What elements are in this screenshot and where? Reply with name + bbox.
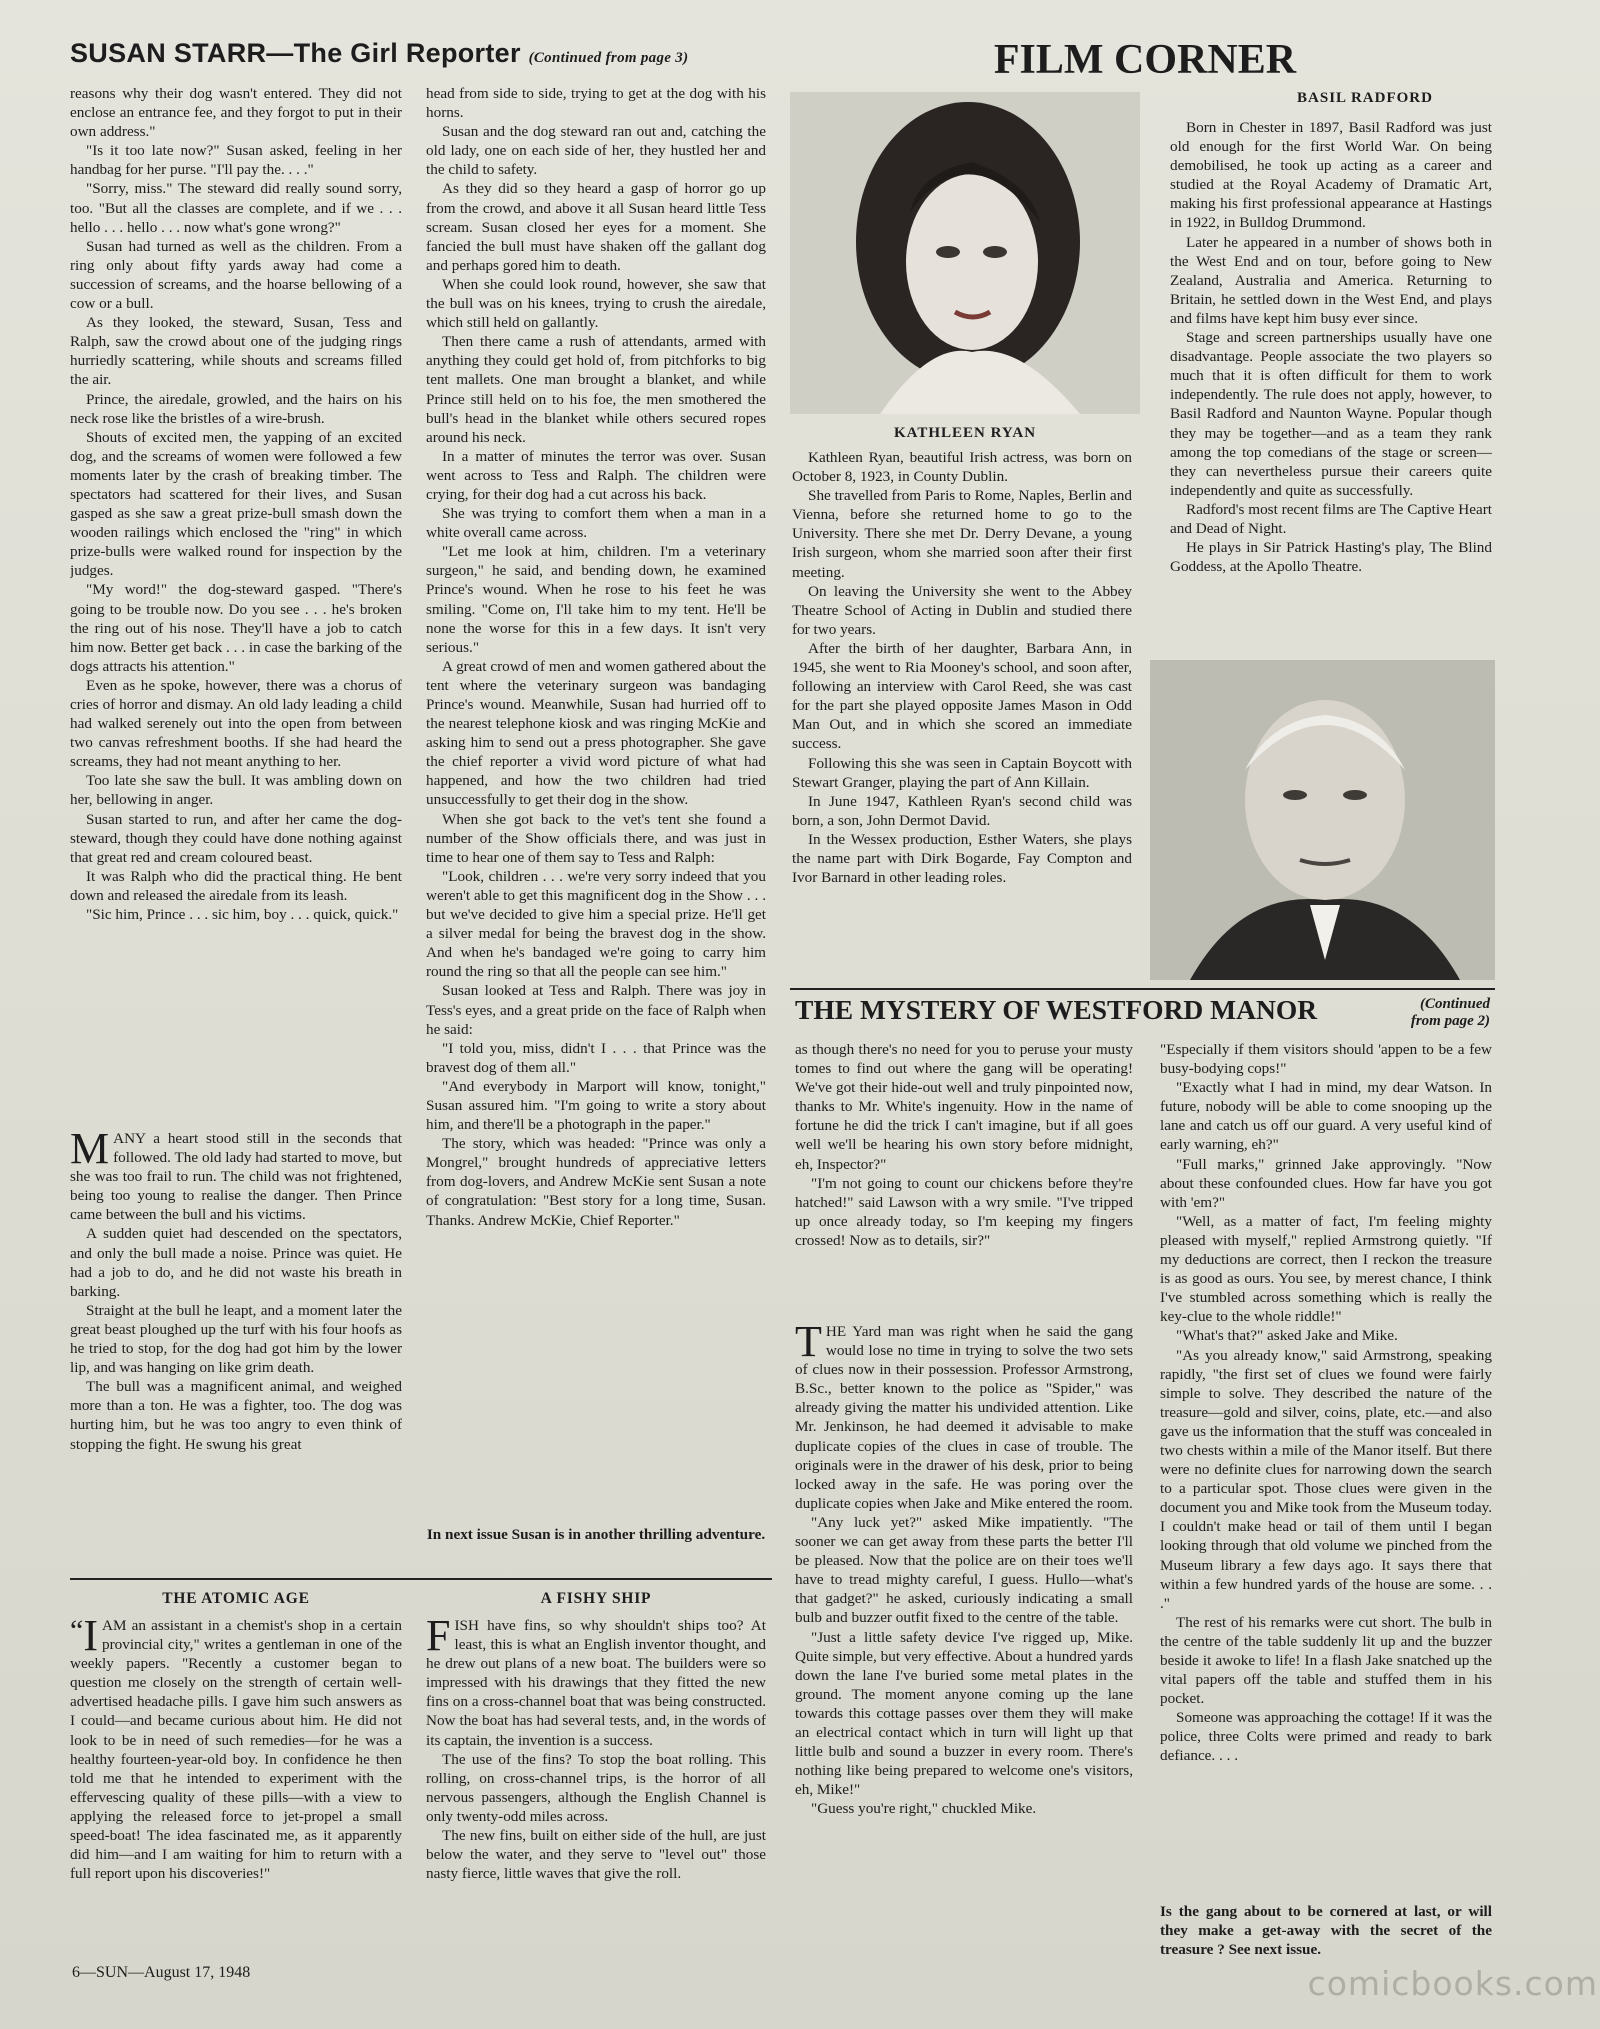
kathleen-ryan-photo (790, 92, 1140, 414)
mystery-column-1 (795, 1040, 1133, 1318)
paragraph: Stage and screen partnerships usually have one disadvantage. People associate the two players so much that it is often difficult for them to work independently. The rule does not apply, however, to Basil Radford and Naunton Wayne. Popular though they may be together—and as a team they rank among the top comedians of the stage or screen—they can nevertheless pursue their careers quite independently and quite as successfully. (1170, 329, 1492, 499)
paragraph: reasons why their dog wasn't entered. They did not enclose an entrance fee, and they forgot to put in their own address." (70, 85, 402, 141)
paragraph: It was Ralph who did the practical thing. He bent down and released the airedale from its leash. (70, 867, 402, 904)
susan-starr-headline (70, 38, 830, 78)
paragraph: "And everybody in Marport will know, tonight," Susan assured him. "I'm going to write a story about him, and there'll be a photograph in the paper." (426, 1077, 766, 1134)
paragraph: The bull was a magnificent animal, and weighed more than a ton. He was a fighter, too. The dog was hurting him, but he was too angry to even think of stopping the fight. He swung his great (70, 1378, 402, 1453)
paragraph: After the birth of her daughter, Barbara Ann, in 1945, she went to Ria Mooney's school, and soon after, following an interview with Carol Reed, she was cast for the part she played opposite James Mason in Odd Man Out, and in which she scored an immediate success. (792, 639, 1132, 753)
susan-story-column-1b (70, 1129, 402, 1555)
paragraph (426, 1616, 766, 1750)
paragraph: "Well, as a matter of fact, I'm feeling mighty pleased with myself," replied Armstrong quietly. "If my deductions are correct, then I reckon the treasure is as good as ours. You see, by merest chance, I think I've stumbled across something which is really the key-clue to the whole riddle!" (1160, 1212, 1492, 1326)
paragraph: Susan and the dog steward ran out and, catching the old lady, one on each side of her, they hustled her and the child to safety. (426, 123, 766, 179)
drop-cap: I (83, 1616, 98, 1660)
paragraph: Straight at the bull he leapt, and a moment later the great beast ploughed up the turf with his four hoofs as he tried to stop, for the dog had got him by the lower lip, and was hanging on like grim death. (70, 1301, 402, 1377)
paragraph: On leaving the University she went to the Abbey Theatre School of Acting in Dublin and studied there for two years. (792, 582, 1132, 638)
paragraph: "I'm not going to count our chickens before they're hatched!" said Lawson with a wry smile. "I've tripped up once already today, so I'm keeping my fingers crossed! Now as to details, sir?" (795, 1174, 1133, 1249)
paragraph: Susan looked at Tess and Ralph. There was joy in Tess's eyes, and a great pride on the face of Ralph when he said: (426, 982, 766, 1038)
paragraph: Kathleen Ryan, beautiful Irish actress, was born on October 8, 1923, in County Dublin. (792, 449, 1132, 486)
paragraph: "Exactly what I had in mind, my dear Watson. In future, nobody will be able to come snooping up the lane and catch us off our guard. A very useful kind of early warning, eh?" (1160, 1079, 1492, 1154)
paragraph: head from side to side, trying to get at the dog with his horns. (426, 85, 766, 122)
paragraph: When she could look round, however, she saw that the bull was on his knees, trying to crush the airedale, which still held on gallantly. (426, 275, 766, 332)
paragraph: "Sic him, Prince . . . sic him, boy . . . quick, quick." (86, 906, 399, 924)
paragraph: In a matter of minutes the terror was over. Susan went across to Tess and Ralph. The children were crying, for their dog had a cut across his back. (426, 447, 766, 503)
paragraph: Following this she was seen in Captain Boycott with Stewart Granger, playing the part of Ann Killain. (792, 754, 1132, 791)
paragraph (795, 1322, 1133, 1513)
paragraph-text: ANY a heart stood still in the seconds that followed. The old lady had started to move, but she was too frail to run. The child was not frightened, being too young to realise the danger. Then Prince came between the bull and his victims. (70, 1130, 402, 1224)
paragraph-text: HE Yard man was right when he said the gang would lose no time in trying to solve the two sets of clues now in their possession. Professor Armstrong, B.Sc., better known to the police as "Spider," was already giving the matter his undivided attention. Like Mr. Jenkinson, he had deemed it advisable to make duplicate copies of the clues in case of trouble. The originals were in the drawer of his desk, prior to being locked away in the safe. He was poring over the duplicate copies when Jake and Mike entered the room. (795, 1323, 1133, 1512)
mystery-ending: Is the gang about to be cornered at last, or will they make a get-away with the secret of the treasure ? See next issue. (1160, 1903, 1492, 1959)
mystery-column-1b (795, 1322, 1133, 1950)
kathleen-ryan-article (792, 448, 1132, 948)
paragraph: Susan had turned as well as the children. From a ring only about fifty yards away had come a succession of screams, and the hoarse bellowing of a cow or a bull. (70, 237, 402, 313)
susan-story-column-2 (426, 84, 766, 1544)
paragraph: As they looked, the steward, Susan, Tess and Ralph, saw the crowd about one of the judging rings hurriedly scattering, while shouts and screams filled the air. (70, 314, 402, 389)
paragraph: Even as he spoke, however, there was a chorus of cries of horror and dismay. An old lady leading a child had walked serenely out into the open from between two canvas refreshment booths. If she had heard the screams, they had not meant anything to her. (70, 676, 402, 771)
paragraph: The story, which was headed: "Prince was only a Mongrel," brought hundreds of appreciative letters from dog-lovers, and Andrew McKie sent Susan a note of congratulation: "Best story for a long time, Susan. Thanks. Andrew McKie, Chief Reporter." (426, 1135, 766, 1229)
paragraph: "Look, children . . . we're very sorry indeed that you weren't able to get this magnificent dog in the Show . . . but we've decided to give him a special prize. He'll get a silver medal for being the bravest dog in the show. And when he's bandaged we're going to carry him round the ring so that all the people can see him." (426, 867, 766, 981)
paragraph: "Especially if them visitors should 'appen to be a few busy-bodying cops!" (1160, 1041, 1492, 1078)
paragraph: A sudden quiet had descended on the spectators, and only the bull made a noise. Prince was quiet. He had a job to do, and he did not waste his breath in barking. (70, 1225, 402, 1300)
basil-radford-heading: BASIL RADFORD (1297, 90, 1433, 106)
paragraph: Then there came a rush of attendants, armed with anything they could get hold of, from pitchforks to big tent mallets. One man brought a blanket, and while Prince still held on to his foe, the men smothered the bull's head in the blanket while others secured ropes around his neck. (426, 333, 766, 446)
paragraph: Shouts of excited men, the yapping of an excited dog, and the screams of women were followed a few moments later by the crash of breaking timber. The spectators had scattered for their lives, and Susan gasped as she saw a great prize-bull smash down the wooden railings which enclosed the "ring" in which prize-bulls were walked round for inspection by the judges. (70, 428, 402, 580)
paragraph: "Full marks," grinned Jake approvingly. "Now about these confounded clues. How far have you got with 'em?" (1160, 1155, 1492, 1211)
paragraph: "Guess you're right," chuckled Mike. (811, 1800, 1037, 1818)
paragraph: Born in Chester in 1897, Basil Radford was just old enough for the first World War. On being demobilised, he took up acting as a career and studied at the Royal Academy of Dramatic Art, making his first professional appearance at Hastings in 1922, in Bulldog Drummond. (1170, 119, 1492, 232)
paragraph: When she got back to the vet's tent she found a number of the Show officials there, and was just in time to hear one of them say to Tess and Ralph: (426, 810, 766, 866)
watermark: comicbooks.com (1307, 1964, 1598, 2003)
paragraph: "I told you, miss, didn't I . . . that Prince was the bravest dog of them all." (426, 1039, 766, 1076)
paragraph: He plays in Sir Patrick Hasting's play, The Blind Goddess, at the Apollo Theatre. (1170, 539, 1492, 576)
atomic-age-article (70, 1616, 402, 1956)
paragraph (70, 1616, 402, 1883)
paragraph: Prince, the airedale, growled, and the hairs on his neck rose like the bristles of a wire-brush. (70, 390, 402, 427)
paragraph (70, 1129, 402, 1224)
film-corner-title: FILM CORNER (993, 37, 1297, 83)
basil-radford-article (1170, 118, 1492, 646)
paragraph: "What's that?" asked Jake and Mike. (1176, 1327, 1398, 1345)
paragraph: "Any luck yet?" asked Mike impatiently. "The sooner we can get away from these parts the better I'll be pleased. Now that the police are on their toes we'll have to tread mighty careful, I guess. Hullo—what's that gadget?" he asked, curiously indicating a small bulb and buzzer outfit fixed to the centre of the table. (795, 1513, 1133, 1627)
paragraph: A great crowd of men and women gathered about the tent where the veterinary surgeon was bandaging Prince's wound. Meanwhile, Susan had hurried off to the nearest telephone kiosk and was ringing McKie and asking him to send out a press photographer. She gave the chief reporter a vivid word picture of what had happened, and how the two children had tried unsuccessfully to get their dog in the show. (426, 657, 766, 809)
susan-continued-note: (Continued from page 3) (528, 50, 689, 66)
paragraph: The rest of his remarks were cut short. The bulb in the centre of the table suddenly lit up and the buzzer beside it awoke to life! In a flash Jake snatched up the vital papers off the table and stuffed them in his pocket. (1160, 1613, 1492, 1708)
drop-cap: T (795, 1322, 822, 1366)
paragraph: In the Wessex production, Esther Waters, she plays the name part with Dirk Bogarde, Fay Compton and Ivor Barnard in other leading roles. (792, 830, 1132, 887)
paragraph: "Is it too late now?" Susan asked, feeling in her handbag for her purse. "I'll pay the. . . ." (70, 142, 402, 179)
kathleen-ryan-caption: KATHLEEN RYAN (893, 425, 1037, 441)
atomic-age-title: THE ATOMIC AGE (162, 1590, 310, 1607)
fishy-ship-title: A FISHY SHIP (540, 1590, 652, 1607)
paragraph: In June 1947, Kathleen Ryan's second child was born, a son, John Dermot David. (792, 792, 1132, 829)
mystery-top-rule (790, 988, 1495, 990)
paragraph: Susan started to run, and after her came the dog-steward, though they could have done nothing against that great red and cream coloured beast. (70, 810, 402, 866)
paragraph: She travelled from Paris to Rome, Naples, Berlin and Vienna, before she returned home to go to the University. There she met Dr. Derry Devane, a young Irish surgeon, whom she married soon after their first meeting. (792, 487, 1132, 581)
paragraph: "Sorry, miss." The steward did really sound sorry, too. "But all the classes are complete, and if we . . . hello . . . hello . . . now what's gone wrong?" (70, 180, 402, 236)
mystery-continued-note: (Continued from page 2) (1410, 996, 1490, 1029)
page-footer: 6—SUN—August 17, 1948 (72, 1964, 251, 1981)
fishy-ship-article (426, 1616, 766, 1956)
paragraph: "Just a little safety device I've rigged up, Mike. Quite simple, but very effective. About a hundred yards down the lane I've buried some metal plates in the ground. The moment anyone coming up the lane towards this cottage passes over them they will make an electrical contact which in turn will light up that little bulb and sound a buzzer in every room. There's nothing like being prepared to welcome one's visitors, eh, Mike!" (795, 1628, 1133, 1799)
paragraph-text: AM an assistant in a chemist's shop in a certain provincial city," writes a gentleman in one of the weekly papers. "Recently a customer began to question me closely on the strength of certain well-advertised headache pills. I gave him such answers as I could—and became curious about him. He did not look to be in need of such remedies—for he was a healthy fourteen-year-old boy. In confidence he then told me that he intended to experiment with the effervescing quality of these pills—with a view to applying the released force to jet-propel a small speed-boat! The idea fascinated me, as it apparently did him—and I am waiting for him to return with a full report upon his discoveries!" (70, 1617, 402, 1883)
drop-cap: F (426, 1616, 451, 1660)
paragraph: Someone was approaching the cottage! If it was the police, three Colts were primed and ready to bark defiance. . . . (1160, 1709, 1492, 1765)
paragraph: As they did so they heard a gasp of horror go up from the crowd, and above it all Susan heard little Tess scream. Susan closed her eyes for a moment. She fancied the bull must have shaken off the gallant dog and perhaps gored him to death. (426, 180, 766, 274)
paragraph: "As you already know," said Armstrong, speaking rapidly, "the first set of clues we found were fairly simple to solve. They described the nature of the treasure—gold and silver, coins, plate, etc.—and also gave us the information that the stuff was concealed in two chests within a mile of the Manor itself. But there were no definite clues for narrowing down the search to a particular spot. Those clues were given in the document you and Mike took from the Museum today. I couldn't make head or tail of them until I began looking through that old volume we pinched from the Museum library a few days ago. It says there that within a few hundred yards of the house are some. . . ." (1160, 1346, 1492, 1612)
paragraph: Radford's most recent films are The Captive Heart and Dead of Night. (1170, 500, 1492, 537)
basil-radford-photo (1150, 660, 1495, 980)
paragraph: The use of the fins? To stop the boat rolling. This rolling, on cross-channel trips, is the horror of all nervous passengers, although the English Channel is only twenty-odd miles across. (426, 1750, 766, 1825)
open-quote: “ (70, 1616, 84, 1647)
paragraph: Too late she saw the bull. It was ambling down on her, bellowing in anger. (70, 772, 402, 809)
mystery-column-2 (1160, 1040, 1492, 1900)
paragraph: "Let me look at him, children. I'm a veterinary surgeon," he said, and bending down, he examined Prince's wound. When he rose to his feet he was smiling. "Come on, I'll take him to my tent. He'll be none the worse for this in a few days. It isn't very serious." (426, 543, 766, 656)
paragraph: The new fins, built on either side of the hull, are just below the water, and they serve to "level out" those nasty fierce, little waves that give the roll. (426, 1827, 766, 1883)
paragraph: She was trying to comfort them when a man in a white overall came across. (426, 505, 766, 542)
drop-cap: M (70, 1129, 110, 1173)
paragraph: Later he appeared in a number of shows both in the West End and on tour, before going to New Zealand, Australia and America. Returning to Britain, he settled down in the West End, and plays and films have kept him busy ever since. (1170, 233, 1492, 327)
susan-next-issue: In next issue Susan is in another thrilling adventure. (426, 1526, 766, 1543)
susan-starr-title: SUSAN STARR—The Girl Reporter (70, 38, 521, 68)
mystery-headline: THE MYSTERY OF WESTFORD MANOR (795, 994, 1318, 1025)
paragraph: as though there's no need for you to peruse your musty tomes to find out where the gang will be operating! We've got their hide-out well and truly pinpointed now, thanks to Mr. White's ingenuity. How in the name of fortune he did the trick I can't imagine, but if all goes well we'll be hearing his own story before midnight, eh, Inspector?" (795, 1041, 1133, 1173)
bottom-left-rule (70, 1578, 772, 1580)
paragraph: "My word!" the dog-steward gasped. "There's going to be trouble now. Do you see . . . he's broken the ring out of his nose. They'll have a job to catch him now. Better get back . . . in case the barking of the dogs attracts his attention." (70, 581, 402, 675)
paragraph-text: ISH have fins, so why shouldn't ships too? At least, this is what an English inventor thought, and he drew out plans of a new boat. The builders were so impressed with his drawings that they fitted the new fins on a cross-channel boat that was being constructed. Now the boat has had several tests, and, in the words of its captain, the invention is a success. (426, 1617, 766, 1749)
susan-story-column-1 (70, 84, 402, 1084)
